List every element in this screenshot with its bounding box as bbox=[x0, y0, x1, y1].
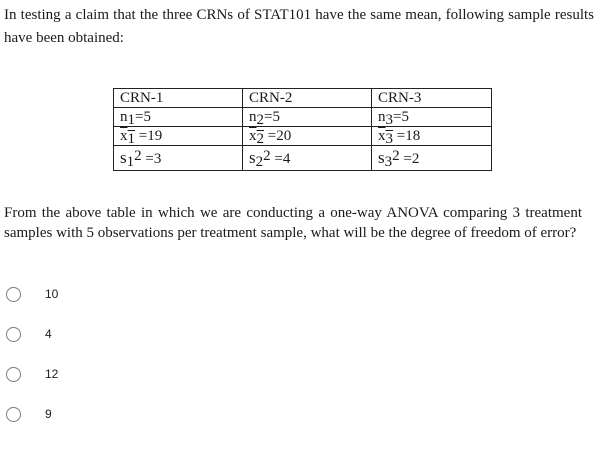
radio-button[interactable] bbox=[6, 287, 21, 302]
sample-variance-row bbox=[114, 146, 492, 171]
option-label: 10 bbox=[45, 287, 59, 301]
answer-option-12[interactable] bbox=[6, 363, 58, 385]
header-crn-1: CRN-1 bbox=[114, 89, 243, 108]
s3sq-cell: s32 =2 bbox=[372, 146, 492, 171]
radio-button[interactable] bbox=[6, 407, 21, 422]
n2-cell: n2=5 bbox=[243, 108, 372, 127]
option-label: 4 bbox=[45, 327, 52, 341]
sample-results-table bbox=[113, 88, 492, 171]
answer-option-10[interactable] bbox=[6, 283, 58, 305]
radio-button[interactable] bbox=[6, 327, 21, 342]
header-crn-2: CRN-2 bbox=[243, 89, 372, 108]
radio-button[interactable] bbox=[6, 367, 21, 382]
table-header-row bbox=[114, 89, 492, 108]
s1sq-cell: s12 =3 bbox=[114, 146, 243, 171]
question-text: From the above table in which we are conducting a one-way ANOVA comparing 3 treatment samples with 5 observations per treatment sample, what will be the degree of freedom of error? bbox=[4, 205, 582, 241]
xbar2-cell: x2 =20 bbox=[243, 127, 372, 146]
intro-text: In testing a claim that the three CRNs of STAT101 have the same mean, following sample results have been obtained: bbox=[4, 7, 594, 46]
option-label: 9 bbox=[45, 407, 52, 421]
xbar1-cell: x1 =19 bbox=[114, 127, 243, 146]
sample-size-row bbox=[114, 108, 492, 127]
n3-cell: n3=5 bbox=[372, 108, 492, 127]
answer-option-9[interactable] bbox=[6, 403, 52, 425]
answer-option-4[interactable] bbox=[6, 323, 52, 345]
sample-mean-row bbox=[114, 127, 492, 146]
n1-cell: n1=5 bbox=[114, 108, 243, 127]
option-label: 12 bbox=[45, 367, 59, 381]
header-crn-3: CRN-3 bbox=[372, 89, 492, 108]
s2sq-cell: s22 =4 bbox=[243, 146, 372, 171]
xbar3-cell: x3 =18 bbox=[372, 127, 492, 146]
